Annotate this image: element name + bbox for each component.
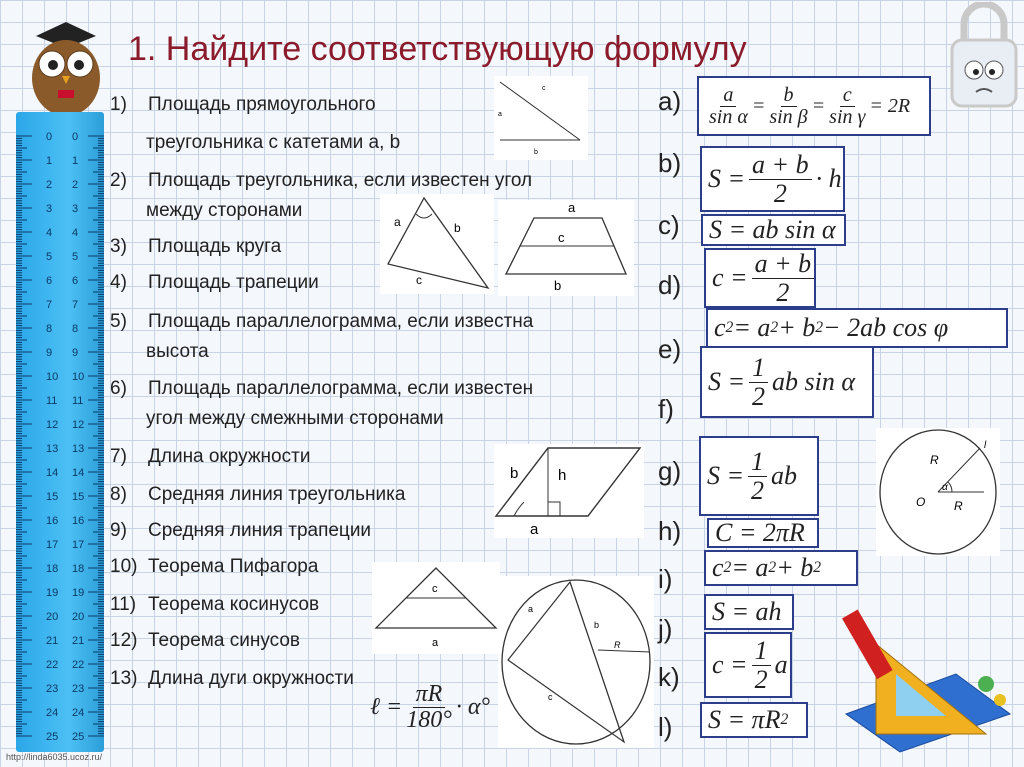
tri-label-b: b bbox=[454, 221, 461, 235]
ruler-number: 24 bbox=[72, 707, 85, 719]
rt-label-c: c bbox=[542, 85, 546, 92]
figure-trapezoid bbox=[498, 200, 634, 296]
problem-text: Средняя линия трапеции bbox=[148, 520, 372, 541]
ruler-number: 18 bbox=[46, 563, 59, 575]
problem-number: 4) bbox=[110, 272, 127, 293]
problem-item bbox=[110, 480, 405, 510]
problem-item bbox=[110, 307, 533, 337]
ruler-number: 5 bbox=[46, 251, 53, 263]
problem-text: Площадь круга bbox=[148, 236, 282, 257]
ruler-number: 5 bbox=[72, 251, 79, 263]
formula-a-sine-theorem: $\frac{a}{\text{sin α}}$ = $\frac{b}{\text{sin β}}$ = $\frac{c}{\text{sin γ}}$ = 2R bbox=[697, 76, 931, 136]
problem-item bbox=[110, 442, 310, 472]
formula-j-parallelogram-height: S = ah bbox=[704, 594, 794, 630]
problem-text: Средняя линия треугольника bbox=[148, 484, 406, 505]
ruler-number: 23 bbox=[72, 683, 85, 695]
ruler-number: 15 bbox=[46, 491, 59, 503]
formula-k-triangle-midline: c = $\frac{1}{2}$ a bbox=[704, 632, 792, 698]
mid-label-a: a bbox=[432, 637, 439, 649]
problem-text: Длина дуги окружности bbox=[148, 668, 354, 689]
answer-letter: f) bbox=[658, 394, 674, 424]
circ-label-l: l bbox=[984, 440, 987, 451]
figure-triangle-angle bbox=[380, 194, 494, 294]
figure-inscribed-triangle bbox=[498, 576, 654, 748]
ruler-number: 8 bbox=[72, 323, 79, 335]
circ-label-R: R bbox=[930, 453, 939, 467]
ruler-number: 19 bbox=[46, 587, 59, 599]
in-label-c: c bbox=[548, 692, 553, 702]
answer-letter: e) bbox=[658, 334, 682, 364]
problem-number: 7) bbox=[110, 446, 127, 467]
problem-text: Длина окружности bbox=[148, 446, 311, 467]
answer-letter: d) bbox=[658, 270, 682, 300]
problem-text: угол между смежными сторонами bbox=[146, 408, 444, 429]
rt-label-a: a bbox=[498, 111, 502, 118]
problem-item bbox=[110, 90, 376, 120]
problem-text: между сторонами bbox=[146, 200, 303, 221]
problem-number: 1) bbox=[110, 94, 127, 115]
problem-text: Площадь параллелограмма, если известен bbox=[148, 378, 534, 399]
formula-d-trapezoid-midline: c = $\frac{a + b}{2}$ bbox=[704, 248, 816, 308]
answer-letter: c) bbox=[658, 210, 680, 240]
problem-number: 11) bbox=[110, 594, 137, 615]
problem-item bbox=[146, 196, 302, 226]
tri-label-a: a bbox=[394, 215, 401, 229]
ruler-number: 4 bbox=[46, 227, 53, 239]
answer-letter: j) bbox=[658, 614, 673, 644]
problem-item bbox=[110, 552, 318, 582]
ruler-number: 10 bbox=[46, 371, 59, 383]
problem-item bbox=[110, 664, 354, 694]
ruler-number: 4 bbox=[72, 227, 79, 239]
problem-item bbox=[146, 128, 400, 158]
par-label-h: h bbox=[558, 467, 567, 484]
ruler-number: 0 bbox=[46, 131, 53, 143]
in-label-b: b bbox=[594, 620, 600, 630]
ruler-decoration bbox=[16, 112, 104, 752]
ruler-number: 20 bbox=[46, 611, 59, 623]
formula-f-triangle-angle-area: S = $\frac{1}{2}$ ab sin α bbox=[700, 346, 874, 418]
problem-item bbox=[110, 232, 281, 262]
answer-letter: b) bbox=[658, 148, 682, 178]
rt-label-b: b bbox=[534, 149, 538, 156]
ruler-number: 22 bbox=[46, 659, 59, 671]
ruler-number: 24 bbox=[46, 707, 59, 719]
trap-label-a: a bbox=[568, 200, 576, 215]
drawing-tools-icon bbox=[836, 604, 1020, 754]
ruler-number: 23 bbox=[46, 683, 59, 695]
ruler-number: 7 bbox=[72, 299, 79, 311]
answer-letter: k) bbox=[658, 662, 680, 692]
ruler-number: 1 bbox=[46, 155, 53, 167]
problem-text: Площадь треугольника, если известен угол bbox=[148, 170, 533, 191]
ruler-number: 16 bbox=[72, 515, 85, 527]
ruler-number: 19 bbox=[72, 587, 85, 599]
answer-letter: h) bbox=[658, 516, 682, 546]
problem-item bbox=[110, 516, 371, 546]
formula-arc-length: ℓ = $\frac{\pi R}{180^\circ}$ · α° bbox=[370, 681, 491, 734]
ruler-number: 6 bbox=[72, 275, 79, 287]
circ-label-O: O bbox=[916, 495, 926, 509]
owl-mascot-icon bbox=[24, 18, 106, 118]
problem-number: 13) bbox=[110, 668, 138, 689]
ruler-number: 10 bbox=[72, 371, 85, 383]
tri-label-c: c bbox=[416, 273, 422, 287]
problem-text: треугольника с катетами a, b bbox=[146, 132, 401, 153]
ruler-number: 6 bbox=[46, 275, 53, 287]
formula-h-circumference: C = 2πR bbox=[707, 518, 819, 548]
ruler-number: 20 bbox=[72, 611, 85, 623]
formula-c-parallelogram-angle: S = ab sin α bbox=[701, 214, 846, 246]
lock-icon bbox=[946, 2, 1022, 110]
problem-item bbox=[110, 626, 300, 656]
ruler-number: 14 bbox=[72, 467, 85, 479]
problem-text: Площадь трапеции bbox=[148, 272, 319, 293]
ruler-number: 15 bbox=[72, 491, 85, 503]
in-label-a: a bbox=[528, 604, 534, 614]
problem-number: 6) bbox=[110, 378, 127, 399]
ruler-number: 18 bbox=[72, 563, 85, 575]
answer-letter: l) bbox=[658, 712, 673, 742]
problem-number: 5) bbox=[110, 311, 127, 332]
problem-text: Теорема синусов bbox=[148, 630, 300, 651]
figure-circle-sector bbox=[876, 428, 1000, 556]
problem-item bbox=[110, 374, 533, 404]
par-label-b: b bbox=[510, 465, 519, 482]
ruler-number: 16 bbox=[46, 515, 59, 527]
ruler-number: 0 bbox=[72, 131, 79, 143]
figure-parallelogram bbox=[494, 444, 644, 538]
ruler-number: 1 bbox=[72, 155, 79, 167]
ruler-number: 8 bbox=[46, 323, 53, 335]
ruler-number: 25 bbox=[72, 731, 85, 743]
problem-number: 12) bbox=[110, 630, 138, 651]
problem-item bbox=[110, 268, 319, 298]
ruler-number: 3 bbox=[46, 203, 53, 215]
problem-number: 10) bbox=[110, 556, 138, 577]
ruler-number: 9 bbox=[46, 347, 53, 359]
answer-letter: a) bbox=[658, 86, 682, 116]
formula-e-cosine-theorem: c 2 = a 2 + b 2 − 2ab cos φ bbox=[706, 308, 1008, 348]
figure-right-triangle bbox=[494, 76, 588, 160]
ruler-number: 22 bbox=[72, 659, 85, 671]
ruler-number: 11 bbox=[72, 395, 84, 407]
par-label-a: a bbox=[530, 521, 539, 538]
problem-number: 2) bbox=[110, 170, 127, 191]
problem-text: высота bbox=[146, 341, 209, 362]
ruler-number: 21 bbox=[72, 635, 85, 647]
ruler-number: 7 bbox=[46, 299, 53, 311]
trap-label-c: c bbox=[558, 230, 565, 245]
problem-number: 3) bbox=[110, 236, 127, 257]
in-label-R: R bbox=[614, 640, 621, 650]
problem-item bbox=[110, 590, 319, 620]
problem-item bbox=[146, 337, 209, 367]
problem-item bbox=[110, 166, 532, 196]
ruler-number: 13 bbox=[46, 443, 59, 455]
ruler-number: 3 bbox=[72, 203, 79, 215]
problem-number: 9) bbox=[110, 520, 127, 541]
formula-g-right-triangle-area: S = $\frac{1}{2}$ ab bbox=[699, 436, 819, 516]
circ-label-R2: R bbox=[954, 499, 963, 513]
ruler-number: 25 bbox=[46, 731, 59, 743]
answer-letter: i) bbox=[658, 564, 673, 594]
problem-text: Теорема косинусов bbox=[148, 594, 320, 615]
ruler-number: 2 bbox=[46, 179, 53, 191]
formula-l-circle-area: S = πR 2 bbox=[700, 702, 808, 738]
problem-text: Площадь прямоугольного bbox=[148, 94, 376, 115]
ruler-number: 12 bbox=[72, 419, 85, 431]
problem-item bbox=[146, 404, 444, 434]
ruler-number: 9 bbox=[72, 347, 79, 359]
ruler-number: 17 bbox=[72, 539, 85, 551]
page-title: 1. Найдите соответствующую формулу bbox=[128, 30, 747, 68]
ruler-number: 11 bbox=[46, 395, 58, 407]
ruler-number: 12 bbox=[46, 419, 59, 431]
problem-text: Теорема Пифагора bbox=[148, 556, 319, 577]
ruler-number: 14 bbox=[46, 467, 59, 479]
ruler-number: 13 bbox=[72, 443, 85, 455]
formula-i-pythagoras: c 2 = a 2 + b 2 bbox=[704, 550, 858, 586]
circ-label-alpha: α bbox=[942, 482, 948, 493]
trap-label-b: b bbox=[554, 278, 562, 293]
answer-letter: g) bbox=[658, 456, 682, 486]
ruler-number: 21 bbox=[46, 635, 59, 647]
ruler-number: 2 bbox=[72, 179, 79, 191]
formula-b-trapezoid-area: S = $\frac{a + b}{2}$ · h bbox=[700, 146, 845, 212]
problem-number: 8) bbox=[110, 484, 127, 505]
figure-triangle-midline bbox=[372, 562, 500, 654]
problem-text: Площадь параллелограмма, если известна bbox=[148, 311, 534, 332]
mid-label-c: c bbox=[432, 583, 438, 595]
footer-url: http://linda6035.ucoz.ru/ bbox=[6, 752, 103, 762]
ruler-number: 17 bbox=[46, 539, 59, 551]
